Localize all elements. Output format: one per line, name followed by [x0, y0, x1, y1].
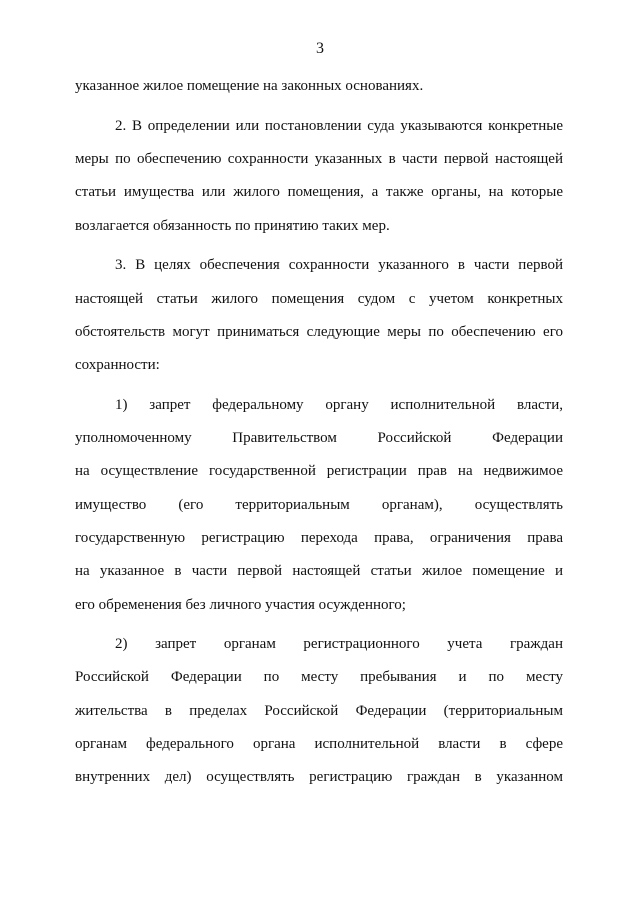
text-line: обстоятельств могут приниматься следующие меры по обеспечению его — [75, 324, 563, 340]
text-line: уполномоченному Правительством Российской Федерации — [75, 430, 563, 446]
text-line: на указанное в части первой настоящей статьи жилое помещение и — [75, 563, 563, 579]
page-number: 3 — [316, 40, 324, 57]
text-line: возлагается обязанность по принятию таких мер. — [75, 218, 390, 234]
text-line: 2. В определении или постановлении суда указываются конкретные — [115, 118, 563, 134]
text-line: имущество (его территориальным органам), осуществлять — [75, 497, 563, 513]
text-line: сохранности: — [75, 357, 160, 373]
text-line: меры по обеспечению сохранности указанных в части первой настоящей — [75, 151, 563, 167]
text-line: органам федерального органа исполнительной власти в сфере — [75, 736, 563, 752]
text-line: указанное жилое помещение на законных основаниях. — [75, 78, 424, 94]
text-line: 2) запрет органам регистрационного учета граждан — [115, 636, 563, 652]
text-line: внутренних дел) осуществлять регистрацию граждан в указанном — [75, 769, 563, 785]
text-line: 3. В целях обеспечения сохранности указанного в части первой — [115, 257, 563, 273]
text-line: государственную регистрацию перехода права, ограничения права — [75, 530, 563, 546]
text-line: его обременения без личного участия осужденного; — [75, 597, 406, 613]
text-line: настоящей статьи жилого помещения судом с учетом конкретных — [75, 291, 563, 307]
text-line: жительства в пределах Российской Федерации (территориальным — [75, 703, 563, 719]
text-line: Российской Федерации по месту пребывания и по месту — [75, 669, 563, 685]
text-line: на осуществление государственной регистрации прав на недвижимое — [75, 463, 563, 479]
text-line: статьи имущества или жилого помещения, а также органы, на которые — [75, 184, 563, 200]
text-line: 1) запрет федеральному органу исполнительной власти, — [115, 397, 563, 413]
